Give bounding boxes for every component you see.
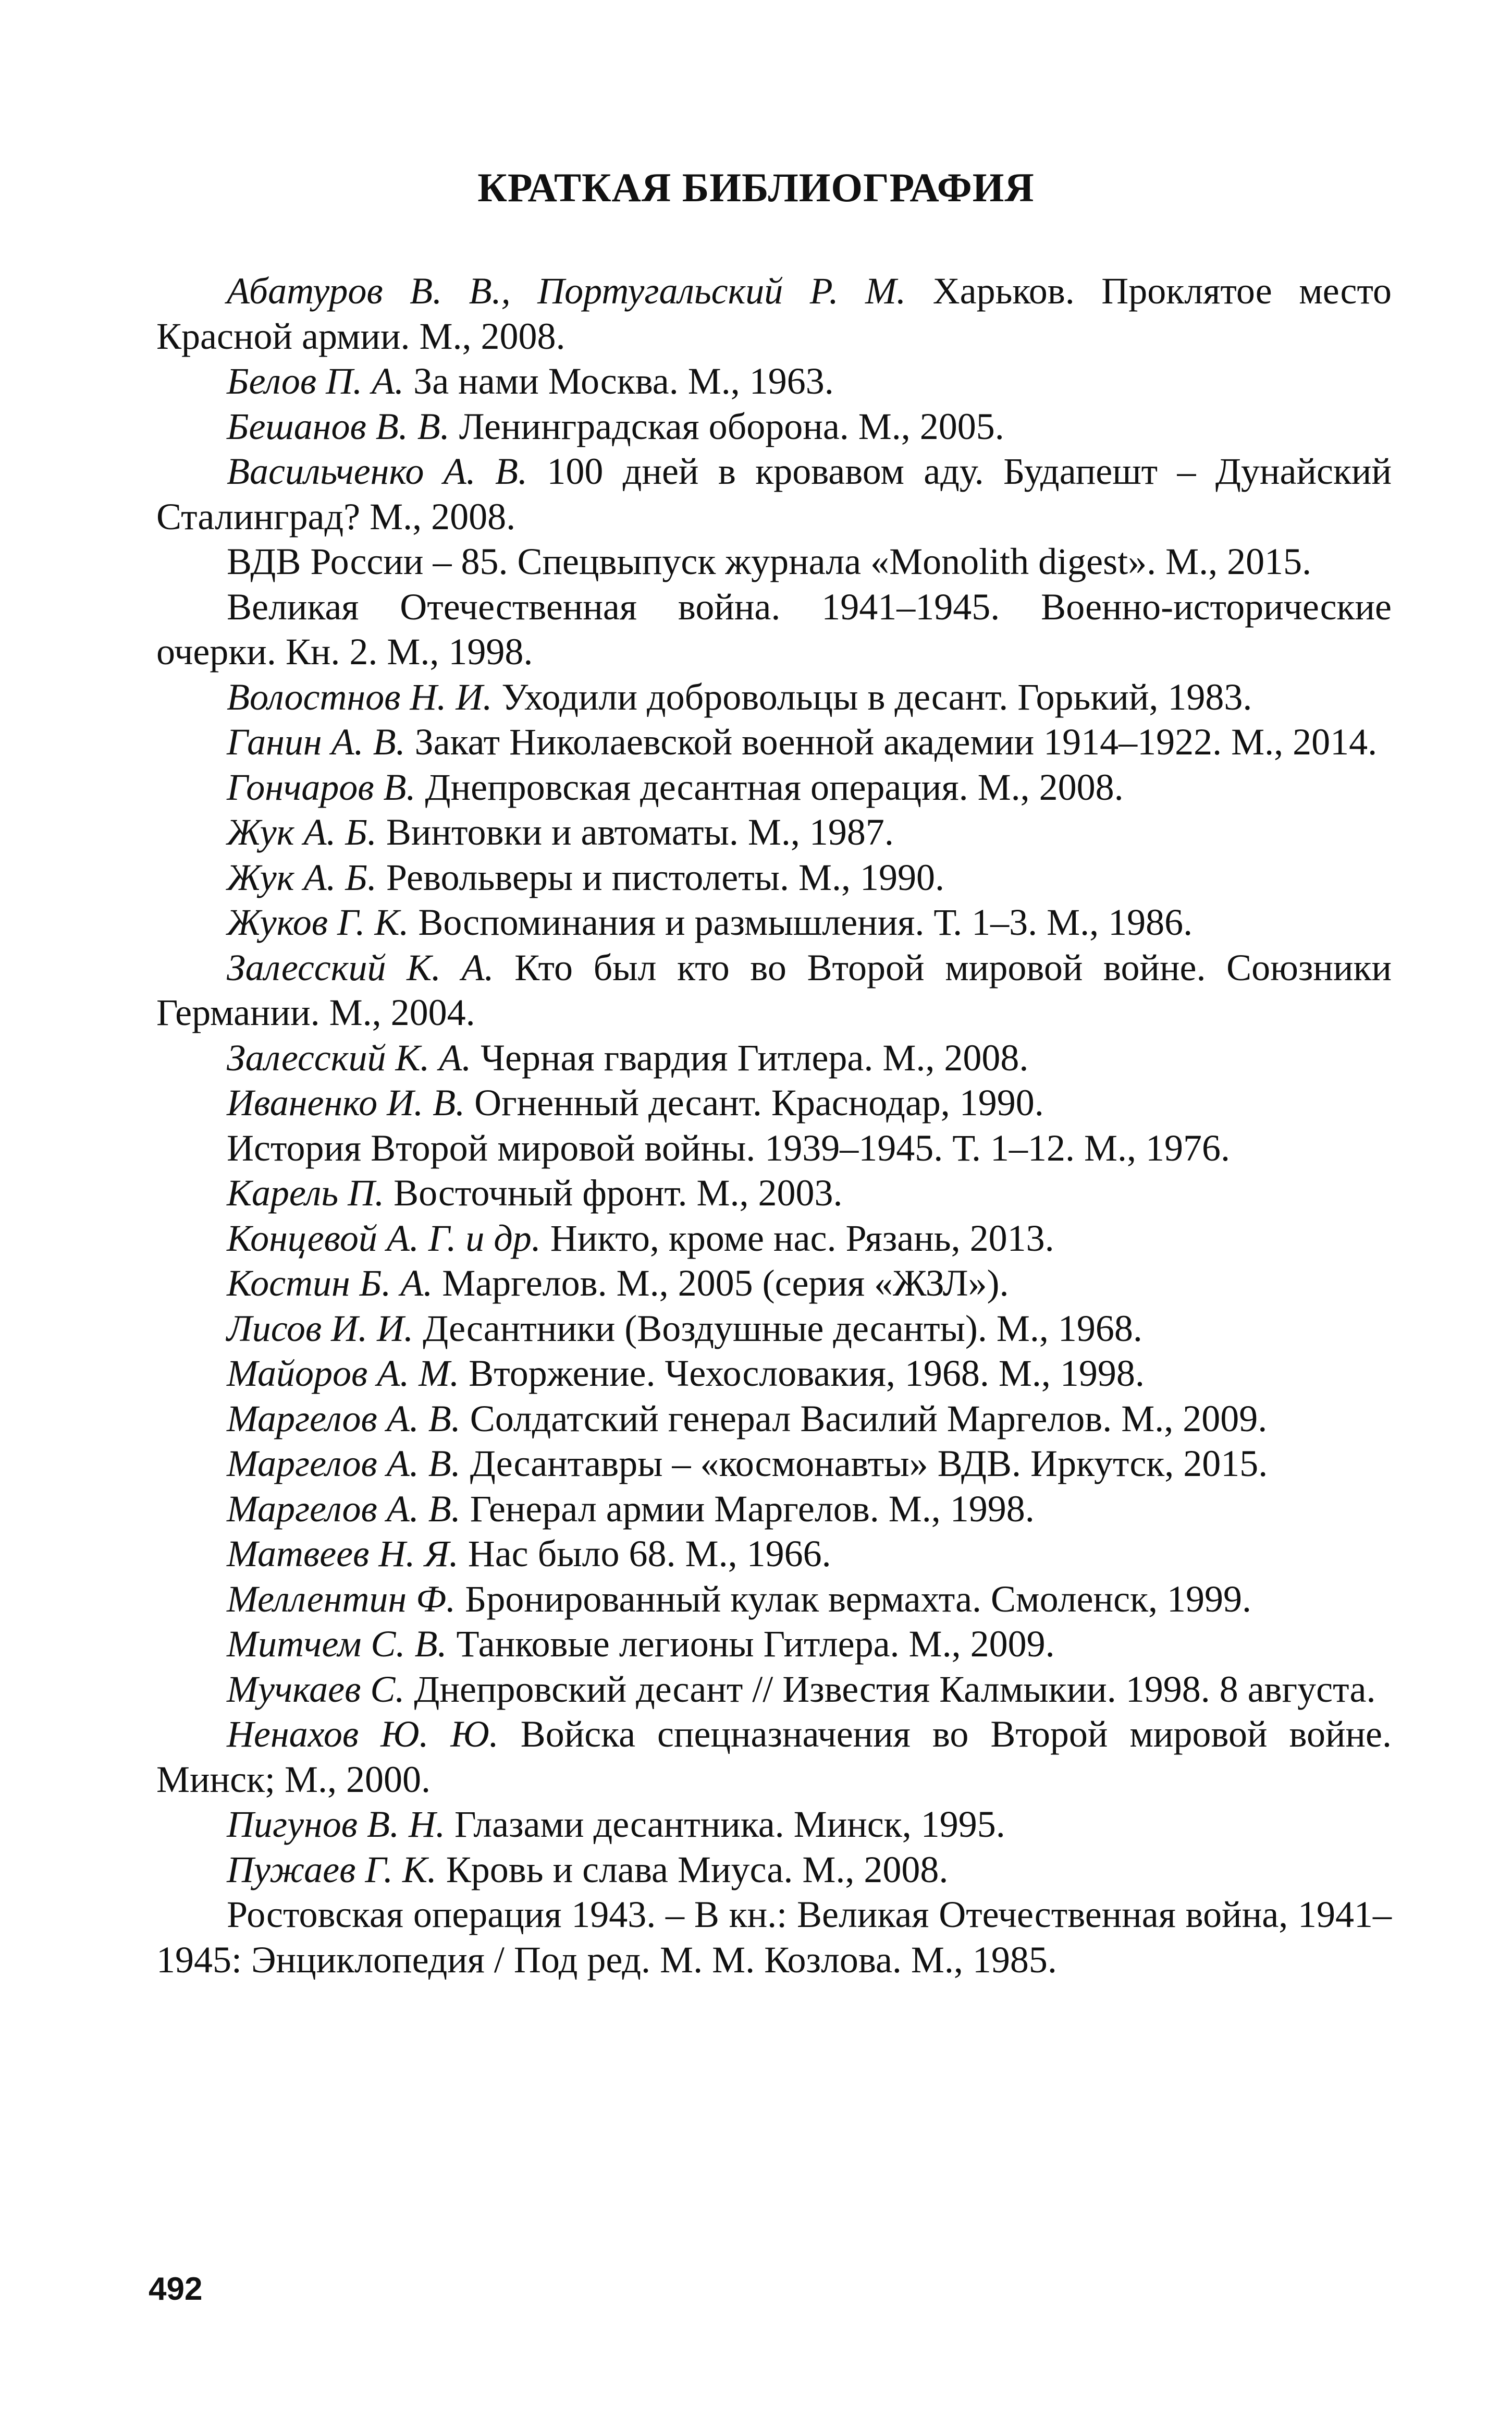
entry-text: Кровь и слава Миуса. М., 2008. <box>436 1848 949 1890</box>
entry-author: Абатуров В. В., Португальский Р. М. <box>227 270 906 312</box>
entry-author: Волостнов Н. И. <box>227 676 493 718</box>
entry-text: Глазами десантника. Минск, 1995. <box>445 1803 1005 1845</box>
entry-author: Маргелов А. В. <box>227 1487 461 1530</box>
entry-text: Никто, кроме нас. Рязань, 2013. <box>540 1217 1054 1259</box>
entry-author: Митчем С. В. <box>227 1623 447 1665</box>
entry-author: Матвеев Н. Я. <box>227 1533 459 1575</box>
entry-text: Великая Отечественная война. 1941–1945. Военно-исторические очерки. Кн. 2. М., 1998. <box>156 585 1392 673</box>
entry-text: Черная гвардия Гитлера. М., 2008. <box>471 1036 1029 1079</box>
entry-author: Майоров А. М. <box>227 1352 460 1394</box>
entry-text: Восточный фронт. М., 2003. <box>384 1172 843 1214</box>
entry-text: Револьверы и пистолеты. М., 1990. <box>376 856 945 898</box>
entry-text: Воспоминания и размышления. Т. 1–3. М., 1986. <box>409 901 1193 943</box>
bibliography-list <box>156 269 1392 1982</box>
bibliography-entry <box>156 1712 1392 1802</box>
entry-author: Лисов И. И. <box>227 1307 414 1349</box>
bibliography-entry <box>156 359 1392 404</box>
entry-author: Жуков Г. К. <box>227 901 409 943</box>
entry-text: Огненный десант. Краснодар, 1990. <box>465 1082 1044 1124</box>
entry-author: Костин Б. А. <box>227 1262 433 1304</box>
bibliography-entry <box>156 1531 1392 1577</box>
entry-author: Жук А. Б. <box>227 811 377 853</box>
bibliography-entry <box>156 1802 1392 1847</box>
entry-text: Вторжение. Чехословакия, 1968. М., 1998. <box>459 1352 1145 1394</box>
entry-text: Генерал армии Маргелов. М., 1998. <box>460 1487 1035 1530</box>
bibliography-entry <box>156 1441 1392 1486</box>
entry-text: Солдатский генерал Василий Маргелов. М., 2009. <box>460 1397 1268 1439</box>
bibliography-entry <box>156 1847 1392 1893</box>
entry-author: Концевой А. Г. и др. <box>227 1217 541 1259</box>
entry-author: Залесский К. А. <box>227 946 494 989</box>
entry-text: ВДВ России – 85. Спецвыпуск журнала «Monolith digest». М., 2015. <box>227 541 1312 582</box>
entry-author: Ганин А. В. <box>227 721 405 763</box>
bibliography-entry <box>156 675 1392 720</box>
bibliography-entry <box>156 1667 1392 1712</box>
entry-text: Харьков. Проклятое место Красной армии. М., 2008. <box>156 270 1392 357</box>
entry-author: Гончаров В. <box>227 766 416 808</box>
bibliography-entry <box>156 810 1392 855</box>
bibliography-entry <box>156 1892 1392 1982</box>
entry-text: За нами Москва. М., 1963. <box>404 360 834 402</box>
bibliography-entry <box>156 900 1392 945</box>
entry-author: Пигунов В. Н. <box>227 1803 445 1845</box>
bibliography-entry <box>156 269 1392 359</box>
bibliography-entry <box>156 1306 1392 1351</box>
entry-text: Закат Николаевской военной академии 1914–1922. М., 2014. <box>405 721 1378 763</box>
entry-author: Бешанов В. В. <box>227 405 450 447</box>
bibliography-entry <box>156 855 1392 900</box>
page-number: 492 <box>149 2271 203 2307</box>
entry-text: История Второй мировой войны. 1939–1945. Т. 1–12. М., 1976. <box>227 1127 1231 1169</box>
entry-text: 100 дней в кровавом аду. Будапешт – Дунайский Сталинград? М., 2008. <box>156 450 1392 538</box>
bibliography-entry <box>156 1621 1392 1667</box>
bibliography-entry <box>156 584 1392 675</box>
bibliography-entry <box>156 1216 1392 1261</box>
entry-author: Пужаев Г. К. <box>227 1848 437 1890</box>
bibliography-entry <box>156 539 1392 584</box>
bibliography-entry <box>156 449 1392 539</box>
bibliography-entry <box>156 945 1392 1035</box>
entry-text: Кто был кто во Второй мировой войне. Союзники Германии. М., 2004. <box>156 946 1392 1033</box>
entry-text: Ленинградская оборона. М., 2005. <box>449 405 1004 447</box>
entry-text: Ростовская операция 1943. – В кн.: Великая Отечественная война, 1941–1945: Энциклопедия / Под ред. М. М. Козлова. М., 1985. <box>156 1894 1392 1981</box>
entry-text: Десантавры – «космонавты» ВДВ. Иркутск, 2015. <box>460 1443 1268 1484</box>
entry-author: Васильченко А. В. <box>227 450 528 492</box>
bibliography-entry <box>156 1035 1392 1081</box>
bibliography-entry <box>156 1126 1392 1171</box>
entry-author: Карель П. <box>227 1172 385 1214</box>
entry-author: Белов П. А. <box>227 360 404 402</box>
bibliography-entry <box>156 1577 1392 1622</box>
bibliography-entry <box>156 1396 1392 1442</box>
entry-text: Бронированный кулак вермахта. Смоленск, 1999. <box>456 1578 1252 1620</box>
entry-author: Жук А. Б. <box>227 856 377 898</box>
entry-text: Днепровский десант // Известия Калмыкии. 1998. 8 августа. <box>404 1668 1376 1710</box>
entry-author: Иваненко И. В. <box>227 1082 465 1124</box>
bibliography-entry <box>156 765 1392 810</box>
bibliography-entry <box>156 1261 1392 1306</box>
entry-text: Винтовки и автоматы. М., 1987. <box>376 811 894 853</box>
entry-text: Нас было 68. М., 1966. <box>458 1533 831 1575</box>
entry-author: Маргелов А. В. <box>227 1443 461 1484</box>
bibliography-entry <box>156 1486 1392 1532</box>
entry-text: Днепровская десантная операция. М., 2008. <box>415 766 1124 808</box>
bibliography-entry <box>156 719 1392 765</box>
entry-text: Войска спецназначения во Второй мировой войне. Минск; М., 2000. <box>156 1713 1392 1800</box>
bibliography-entry <box>156 404 1392 449</box>
entry-author: Мучкаев С. <box>227 1668 405 1710</box>
entry-text: Десантники (Воздушные десанты). М., 1968. <box>413 1307 1142 1349</box>
entry-text: Маргелов. М., 2005 (серия «ЖЗЛ»). <box>433 1262 1009 1304</box>
bibliography-entry <box>156 1351 1392 1396</box>
page-title: КРАТКАЯ БИБЛИОГРАФИЯ <box>477 165 1035 210</box>
entry-author: Залесский К. А. <box>227 1036 472 1079</box>
bibliography-entry <box>156 1080 1392 1126</box>
entry-text: Танковые легионы Гитлера. М., 2009. <box>447 1623 1055 1665</box>
entry-author: Ненахов Ю. Ю. <box>227 1713 499 1755</box>
bibliography-entry <box>156 1170 1392 1216</box>
entry-text: Уходили добровольцы в десант. Горький, 1983. <box>492 676 1252 718</box>
entry-author: Маргелов А. В. <box>227 1397 461 1439</box>
entry-author: Меллентин Ф. <box>227 1578 456 1620</box>
